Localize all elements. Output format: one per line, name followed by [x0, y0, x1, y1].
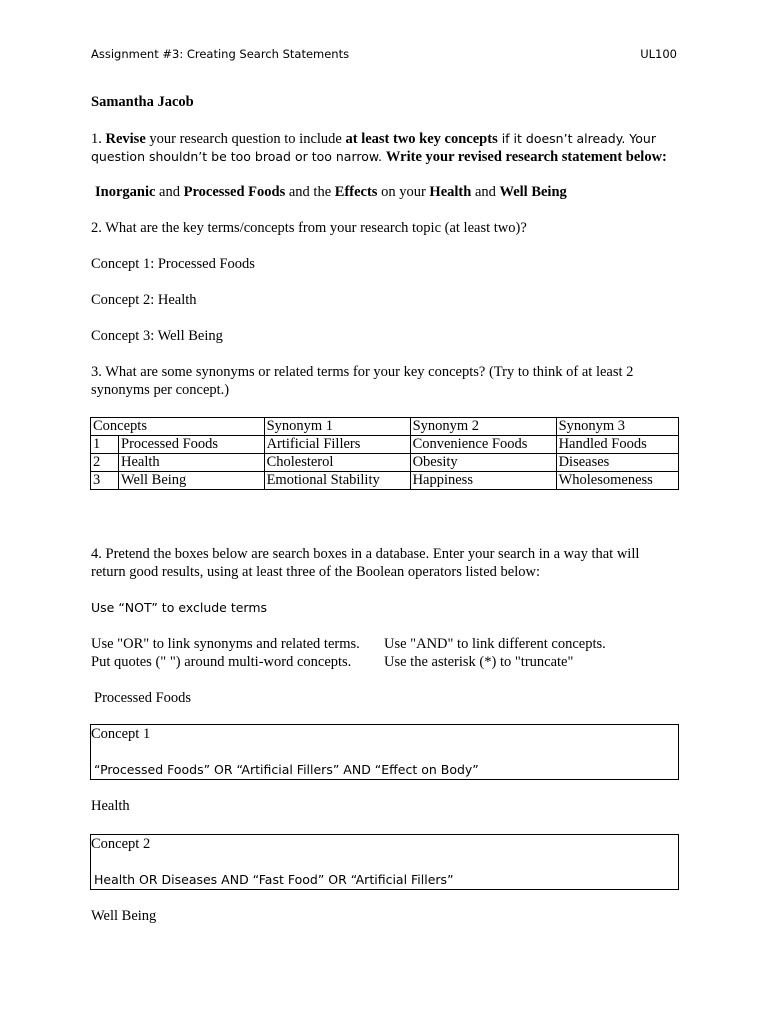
search-box-query[interactable]: “Processed Foods” OR “Artificial Fillers” AND “Effect on Body”	[94, 762, 479, 777]
table-cell: Happiness	[410, 472, 556, 490]
table-cell: 2	[91, 454, 119, 472]
question-2: 2. What are the key terms/concepts from your research topic (at least two)?	[91, 220, 527, 236]
and-operator-rule: Use "AND" to link different concepts.	[384, 636, 606, 652]
quotes-rule: Put quotes (" ") around multi-word concepts.	[91, 654, 352, 670]
question-1-line-1: 1. Revise your research question to include at least two key concepts if it doesn’t already. Your	[91, 131, 656, 147]
search-box-query[interactable]: Health OR Diseases AND “Fast Food” OR “Artificial Fillers”	[94, 872, 454, 887]
or-operator-rule: Use "OR" to link synonyms and related terms.	[91, 636, 360, 652]
search-box-label: Concept 2	[91, 836, 151, 852]
student-name: Samantha Jacob	[91, 94, 194, 110]
table-cell: Handled Foods	[556, 436, 678, 454]
table-cell: Obesity	[410, 454, 556, 472]
table-header-row	[91, 418, 679, 436]
research-statement: Inorganic and Processed Foods and the Effects on your Health and Well Being	[95, 184, 567, 200]
table-cell: Processed Foods	[119, 436, 265, 454]
search-heading-processed-foods: Processed Foods	[94, 690, 192, 706]
table-row	[91, 472, 679, 490]
table-cell: Well Being	[119, 472, 265, 490]
search-box-concept-2[interactable]	[90, 834, 679, 890]
question-3-line-2: synonyms per concept.)	[91, 382, 230, 398]
course-code: UL100	[640, 47, 677, 61]
table-row	[91, 454, 679, 472]
search-heading-health: Health	[91, 798, 130, 814]
assignment-title: Assignment #3: Creating Search Statements	[91, 47, 350, 61]
search-box-concept-1[interactable]	[90, 724, 679, 780]
table-cell: Health	[119, 454, 265, 472]
table-header: Synonym 1	[264, 418, 410, 436]
table-header: Synonym 2	[410, 418, 556, 436]
table-cell: Cholesterol	[264, 454, 410, 472]
truncate-rule: Use the asterisk (*) to "truncate"	[384, 654, 574, 670]
concept-2: Concept 2: Health	[91, 292, 197, 308]
search-box-label: Concept 1	[91, 726, 151, 742]
table-cell: Emotional Stability	[264, 472, 410, 490]
table-cell: 1	[91, 436, 119, 454]
table-cell: 3	[91, 472, 119, 490]
search-heading-well-being: Well Being	[91, 908, 157, 924]
table-cell: Artificial Fillers	[264, 436, 410, 454]
table-cell: Wholesomeness	[556, 472, 678, 490]
question-4-line-1: 4. Pretend the boxes below are search boxes in a database. Enter your search in a way that will	[91, 546, 640, 562]
synonym-table	[90, 417, 679, 490]
question-4-line-2: return good results, using at least three of the Boolean operators listed below:	[91, 564, 540, 580]
table-cell: Convenience Foods	[410, 436, 556, 454]
table-row	[91, 436, 679, 454]
table-header: Synonym 3	[556, 418, 678, 436]
question-1-line-2: question shouldn’t be too broad or too narrow. Write your revised research statement below:	[91, 149, 667, 165]
table-cell: Diseases	[556, 454, 678, 472]
concept-3: Concept 3: Well Being	[91, 328, 223, 344]
question-3-line-1: 3. What are some synonyms or related terms for your key concepts? (Try to think of at least 2	[91, 364, 634, 380]
not-operator-rule: Use “NOT” to exclude terms	[91, 600, 268, 615]
table-header: Concepts	[91, 418, 265, 436]
concept-1: Concept 1: Processed Foods	[91, 256, 255, 272]
